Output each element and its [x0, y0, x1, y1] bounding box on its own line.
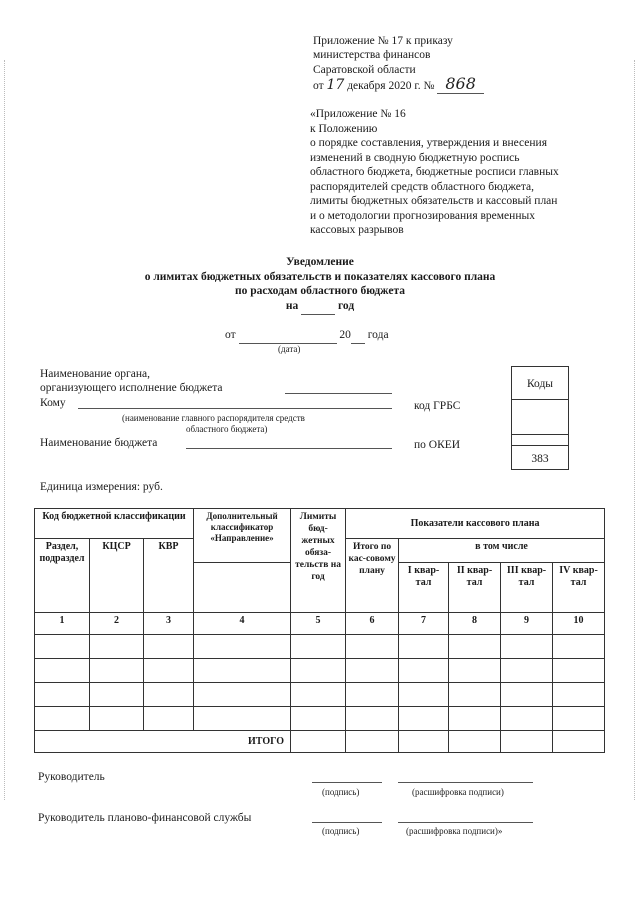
header-q1: I квар-тал: [399, 563, 449, 613]
header-q4: IV квар-тал: [553, 563, 605, 613]
header-including: в том числе: [399, 539, 605, 563]
appendix-line: лимиты бюджетных обязательств и кассовый план: [310, 195, 558, 207]
head-signature-label: Руководитель: [38, 771, 105, 783]
code-okei-cell: 383: [512, 445, 568, 467]
appendix-block: [310, 107, 559, 238]
attachment-line2: министерства финансов: [313, 49, 431, 61]
unit-label: Единица измерения: руб.: [40, 481, 163, 493]
codes-header: Коды: [512, 367, 568, 400]
attachment-line3: Саратовской области: [313, 64, 416, 76]
to-caption-2: областного бюджета): [186, 424, 268, 434]
okei-label: по ОКЕИ: [414, 439, 461, 451]
year-suffix-blank: [351, 328, 365, 344]
header-section: Раздел, подраздел: [35, 539, 90, 613]
finance-sign-caption: (подпись): [322, 826, 360, 836]
appendix-line: к Положению: [310, 122, 378, 135]
appendix-line: изменений в сводную бюджетную роспись: [310, 151, 520, 164]
budget-table: [34, 508, 605, 753]
header-budget-code: Код бюджетной классификации: [35, 509, 194, 539]
budget-field-line: [186, 448, 392, 449]
attachment-line1: Приложение № 17 к приказу: [313, 35, 453, 47]
grbs-label: код ГРБС: [414, 400, 461, 412]
appendix-line: областного бюджета, бюджетные росписи главных: [310, 166, 559, 178]
col-num: 6: [346, 613, 399, 635]
table-row: [35, 635, 605, 659]
to-label: Кому: [40, 397, 66, 409]
finance-signature-label: Руководитель планово-финансовой службы: [38, 812, 252, 824]
col-num: 2: [90, 613, 144, 635]
finance-decode-line: [398, 822, 533, 823]
org-label-1: Наименование органа,: [40, 368, 150, 380]
col-num: 1: [35, 613, 90, 635]
handwritten-order-number: 868: [437, 74, 484, 94]
header-additional-classifier: Дополнительный классификатор «Направление»: [194, 509, 291, 563]
appendix-line: распорядителей средств областного бюджета,: [310, 180, 535, 193]
header-cash-plan: Показатели кассового плана: [346, 509, 605, 539]
total-label: ИТОГО: [35, 731, 291, 753]
col-num: 3: [144, 613, 194, 635]
to-field-line: [78, 408, 392, 409]
appendix-line: о порядке составления, утверждения и внесения: [310, 137, 548, 149]
doc-subtitle-1: о лимитах бюджетных обязательств и показателях кассового плана: [144, 271, 496, 283]
doc-subtitle-2: по расходам областного бюджета: [235, 285, 405, 297]
doc-title: Уведомление: [286, 256, 354, 268]
finance-decode-caption: (расшифровка подписи)»: [406, 826, 503, 836]
appendix-line: «Приложение № 16: [310, 108, 406, 120]
table-row: [35, 683, 605, 707]
codes-box: [511, 366, 569, 470]
org-field-line: [285, 393, 392, 394]
head-decode-caption: (расшифровка подписи): [412, 787, 504, 797]
header-kvr: КВР: [144, 539, 194, 613]
col-num: 7: [399, 613, 449, 635]
col-num: 5: [291, 613, 346, 635]
head-sign-line: [312, 782, 382, 783]
table-row: [35, 659, 605, 683]
handwritten-day: 17: [326, 77, 345, 93]
date-caption: (дата): [278, 344, 301, 354]
date-blank: [239, 328, 337, 344]
to-caption-1: (наименование главного распорядителя средств: [122, 413, 305, 423]
header-q3: III квар-тал: [501, 563, 553, 613]
scan-edge-right: [634, 60, 635, 800]
col-num: 10: [553, 613, 605, 635]
col-num: 4: [194, 613, 291, 635]
head-sign-caption: (подпись): [322, 787, 360, 797]
header-total-cash: Итого по кас-совому плану: [346, 539, 399, 613]
code-grbs-cell: [512, 400, 568, 435]
org-label-2: организующего исполнение бюджета: [40, 382, 223, 394]
date-rest: декабря 2020 г. №: [347, 80, 435, 92]
header-limits: Лимиты бюд-жетных обяза-тельств на год: [291, 509, 346, 613]
col-num: 8: [449, 613, 501, 635]
year-blank: [301, 299, 335, 315]
finance-sign-line: [312, 822, 382, 823]
table-row: [35, 707, 605, 731]
appendix-line: и о методологии прогнозирования временных: [310, 209, 535, 222]
scan-edge-left: [4, 60, 5, 800]
date-prefix: от: [313, 80, 324, 92]
attachment-date: [313, 74, 484, 94]
budget-label: Наименование бюджета: [40, 437, 158, 449]
date-line: от 20 года: [225, 328, 389, 344]
total-row: [35, 731, 605, 753]
appendix-line: кассовых разрывов: [310, 224, 404, 236]
header-additional-blank: [194, 563, 291, 613]
doc-subtitle-year: на год: [0, 299, 640, 315]
col-num: 9: [501, 613, 553, 635]
header-q2: II квар-тал: [449, 563, 501, 613]
head-decode-line: [398, 782, 533, 783]
header-kcsr: КЦСР: [90, 539, 144, 613]
